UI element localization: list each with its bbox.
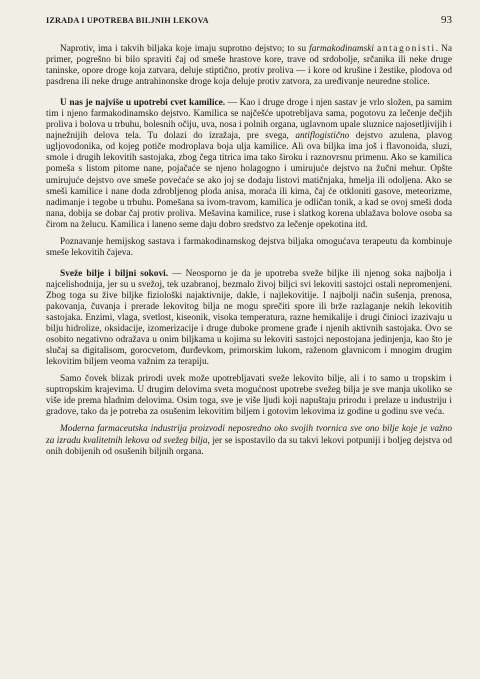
paragraph-chamomile	[46, 98, 452, 231]
section-lead: Sveže bilje i biljni sokovi.	[60, 268, 169, 279]
text-run: — Kao i druge droge i njen sastav je vrlo složen, pa samim tim i njeno farmakodinamsko dejstvo. Kamilica se najčešće upotrebljava sama, pogotovu za lečenje dečjih proliva i bolova u trbuhu, bolesnih očiju, uva, nosa i polnih organa, uglavnom upale sluznice najosetljivijih i najnežnijih delova tela. Tu dolazi do izražaja, pre svega,	[46, 98, 452, 142]
paragraph-industry	[46, 424, 452, 457]
paragraph-antagonists	[46, 44, 452, 88]
text-run: dejstvo azulena, plavog ugljovodonika, od kojeg potiče modroplava boja ulja kamilice. Ali ova biljka ima još i flavonoida, sluzi, smole i drugih lekovitih sastojaka, zbog čega titrica ima tako široku i raznovrsnu primenu. Ako se kamilica pomeša s listom pitome nane, pojačaće se njeno holagogno i umirujuće dejstvo na žučni mehur. Opšte umirujuće dejstvo ove smeše povećaće se ako joj se dodaju listovi matičnjaka, hmelja ili odoljena. Ako se smeši kamilice i nane doda zdrobljenog ploda anisa, moraća ili kima, čaj će otkloniti gasove, meteorizme, nadimanje i tegobe u trbuhu. Pomešana sa ivom-travom, kamilica je odličan tonik, a kad se ovoj smeši doda nana, dobija se dobar čaj protiv proliva. Mešavina kamilice, ruse i slatkog korena ublažava bolove osoba sa čirom na želucu. Kamilica i laneno seme daju dobro sredstvo za lečenje opekotina itd.	[46, 131, 452, 230]
paragraph-fresh-herbs	[46, 269, 452, 368]
italic-text: Moderna farmaceutska industrija proizvodi neposredno oko svojih tvornica sve ono bilje koje je važno za izradu kvalitetnih lekova od svežeg bilja,	[46, 424, 452, 446]
page-number: 93	[441, 14, 452, 26]
spaced-term: antagonisti	[377, 44, 436, 54]
paragraph-chemistry	[46, 237, 452, 259]
text-run: . Na primer, pogrešno bi bilo spraviti čaj od smeše hrastove kore, trave od srdobolje, srčanika ili neke druge taninske, opore droge koja zatvara, deluje stiptično, protiv proliva — i kore od krušine i žestike, plodova od pasdrena ili neke druge antrahinonske droge koja deluje protiv zatvora, za uređivanje neuredne stolice.	[46, 44, 452, 88]
text-run: Samo čovek blizak prirodi uvek može upotrebljavati sveže lekovito bilje, ali i to samo u tropskim i suptropskim krajevima. U drugim delovima sveta mogućnost upotrebe svežeg bilja je sve manja ukoliko se više ide prema hladnim delovima. Osim toga, sve je više ljudi koji napuštaju prirodu i prelaze u industriju i gradove, tako da je potreba za osušenim lekovitim biljem i gotovim lekovima iz godine u godinu sve veća.	[46, 374, 452, 418]
text-run: Naprotiv, ima i takvih biljaka koje imaju suprotno dejstvo; to su	[60, 44, 310, 54]
italic-term: farmakodinamski	[309, 44, 375, 54]
text-run: Poznavanje hemijskog sastava i farmakodinamskog dejstva biljaka omogućava terapeutu da kombinuje smeše lekovitih čajeva.	[46, 236, 452, 258]
italic-term: antiflogistično	[295, 131, 350, 142]
page-header	[46, 14, 452, 32]
text-run: — Neosporno je da je upotreba sveže biljke ili njenog soka najbolja i najcelishodnija, jer su u svežoj, tek uzabranoj, bezmalo živoj biljci svi lekoviti sastojci ostali nepromenjeni. Zbog toga su žive biljke fiziološki najaktivnije, dakle, i najlekovitije. I najbolji način sušenja, prenosa, pakovanja, čuvanja i prerade lekovitog bilja ne mogu sprečiti spore ili brže razlaganje nekih lekovitih sastojaka. Enzimi, vlaga, svetlost, kiseonik, visoka temperatura, razne hemikalije i drugi činioci izazivaju u bilju hidrolize, oksidacije, izomerizacije i druge duboke promene građe i njenih aktivnih sastojaka. Ovo se osobito negativno odražava u onim biljkama u kojima su lekoviti sastojci nepostojana jedinjenja, kao što je slučaj sa digitalisom, gorocvetom, đurđevkom, primorskim lukom, raženom glavnicom i mnogim drugim lekovitim biljem veoma važnim za terapiju.	[46, 268, 452, 368]
paragraph-nature	[46, 374, 452, 418]
running-head: IZRADA I UPOTREBA BILJNIH LEKOVA	[46, 16, 209, 25]
body-text	[46, 44, 452, 458]
section-lead: U nas je najviše u upotrebi cvet kamilice.	[60, 98, 226, 109]
text-run: jer se ispostavilo da su takvi lekovi potpuniji i boljeg dejstva od onih dobijenih od osušenih biljnih organa.	[46, 435, 452, 457]
